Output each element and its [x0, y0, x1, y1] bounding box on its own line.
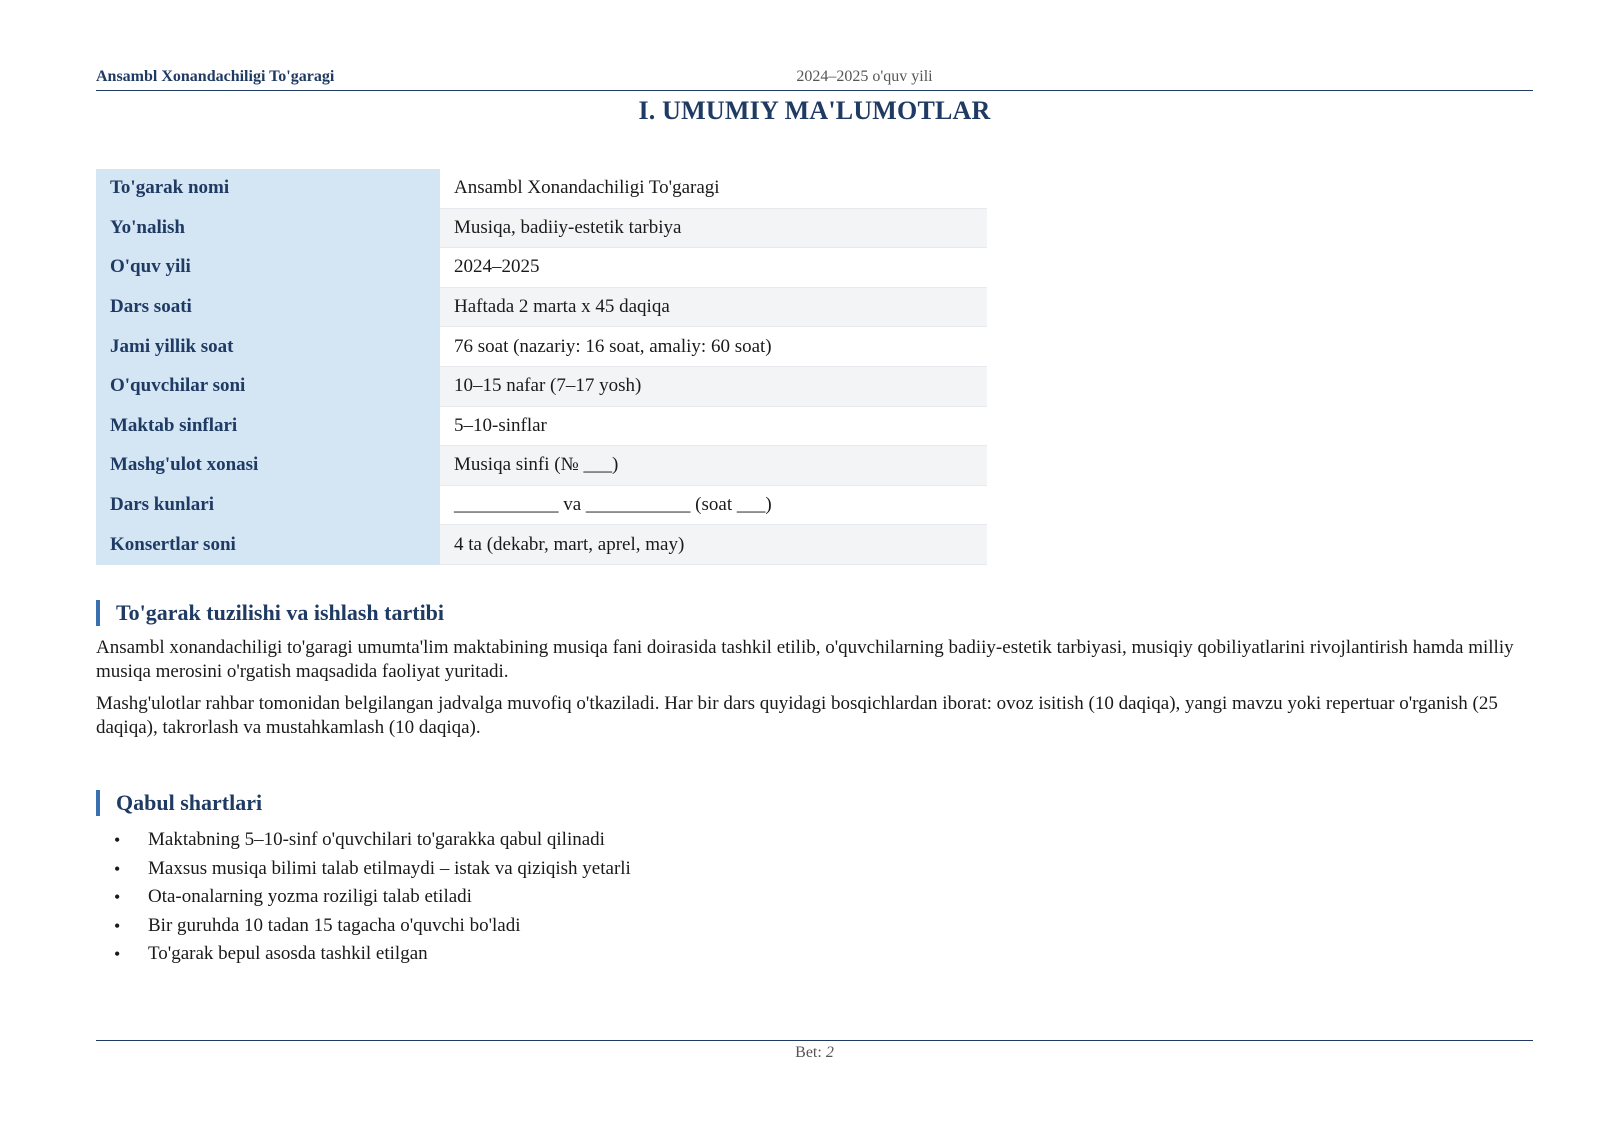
info-key: Dars soati: [96, 287, 440, 327]
info-value: Musiqa sinfi (№ ___): [440, 446, 987, 486]
info-value: 5–10-sinflar: [440, 406, 987, 446]
section-heading-admission: Qabul shartlari: [96, 790, 262, 816]
table-row: [96, 485, 987, 525]
bullet-icon: •: [114, 858, 121, 879]
page-footer: [96, 1044, 1533, 1062]
list-item: [96, 855, 631, 884]
info-value: 10–15 nafar (7–17 yosh): [440, 366, 987, 406]
table-row: [96, 327, 987, 367]
info-value: Musiqa, badiiy-estetik tarbiya: [440, 208, 987, 248]
table-row: [96, 366, 987, 406]
bullet-icon: •: [114, 915, 121, 936]
info-value: 76 soat (nazariy: 16 soat, amaliy: 60 soat): [440, 327, 987, 367]
info-value: Ansambl Xonandachiligi To'garagi: [440, 169, 987, 208]
list-item-text: Ota-onalarning yozma roziligi talab etiladi: [148, 886, 472, 908]
info-key: To'garak nomi: [96, 169, 440, 208]
structure-paragraph-2: Mashg'ulotlar rahbar tomonidan belgilangan jadvalga muvofiq o'tkaziladi. Har bir dars quyidagi bosqichlardan iborat: ovoz isitish (10 daqiqa), yangi mavzu yoki repertuar o'rganish (25 daqiqa), takrorlash va mustahkamlash (10 daqiqa).: [96, 693, 1498, 738]
structure-paragraph-1: Ansambl xonandachiligi to'garagi umumta'lim maktabining musiqa fani doirasida tashkil etilib, o'quvchilarning badiiy-estetik tarbiyasi, musiqiy qobiliyatlarini rivojlantirish hamda milliy musiqa merosini o'rgatish maqsadida faoliyat yuritadi.: [96, 637, 1514, 682]
list-item-text: Bir guruhda 10 tadan 15 tagacha o'quvchi bo'ladi: [148, 914, 521, 936]
table-row: [96, 169, 987, 208]
table-row: [96, 287, 987, 327]
info-key: O'quv yili: [96, 248, 440, 288]
info-key: Maktab sinflari: [96, 406, 440, 446]
list-item: [96, 883, 631, 912]
list-item-text: To'garak bepul asosda tashkil etilgan: [148, 943, 428, 965]
list-item: [96, 940, 631, 969]
list-item: [96, 912, 631, 941]
footer-divider: [96, 1040, 1533, 1041]
page-title: I. UMUMIY MA'LUMOTLAR: [638, 96, 991, 125]
bullet-icon: •: [114, 830, 121, 850]
list-item-text: Maktabning 5–10-sinf o'quvchilari to'garakka qabul qilinadi: [148, 829, 605, 850]
info-value: 4 ta (dekabr, mart, aprel, may): [440, 525, 987, 565]
info-key: Mashg'ulot xonasi: [96, 446, 440, 486]
table-row: [96, 446, 987, 486]
table-row: [96, 208, 987, 248]
info-value: 2024–2025: [440, 248, 987, 288]
table-row: [96, 406, 987, 446]
admission-conditions-list: [96, 826, 631, 969]
table-row: [96, 248, 987, 288]
bullet-icon: •: [114, 944, 121, 965]
running-header: [96, 66, 1533, 91]
info-key: Konsertlar soni: [96, 525, 440, 565]
page-number: 2: [825, 1044, 834, 1061]
info-value: ___________ va ___________ (soat ___): [440, 485, 987, 525]
section-heading-structure: To'garak tuzilishi va ishlash tartibi: [96, 600, 444, 626]
list-item: [96, 826, 631, 855]
info-key: Jami yillik soat: [96, 327, 440, 367]
general-info-table: [96, 169, 987, 565]
table-row: [96, 525, 987, 565]
info-key: Yo'nalish: [96, 208, 440, 248]
bullet-icon: •: [114, 887, 121, 908]
info-value: Haftada 2 marta x 45 daqiqa: [440, 287, 987, 327]
header-club-name: Ansambl Xonandachiligi To'garagi: [96, 68, 335, 85]
list-item-text: Maxsus musiqa bilimi talab etilmaydi – istak va qiziqish yetarli: [148, 857, 631, 879]
info-key: Dars kunlari: [96, 485, 440, 525]
document-page: [96, 0, 1533, 1131]
info-key: O'quvchilar soni: [96, 366, 440, 406]
page-label: Bet:: [795, 1044, 826, 1061]
header-academic-year: 2024–2025 o'quv yili: [796, 68, 933, 85]
